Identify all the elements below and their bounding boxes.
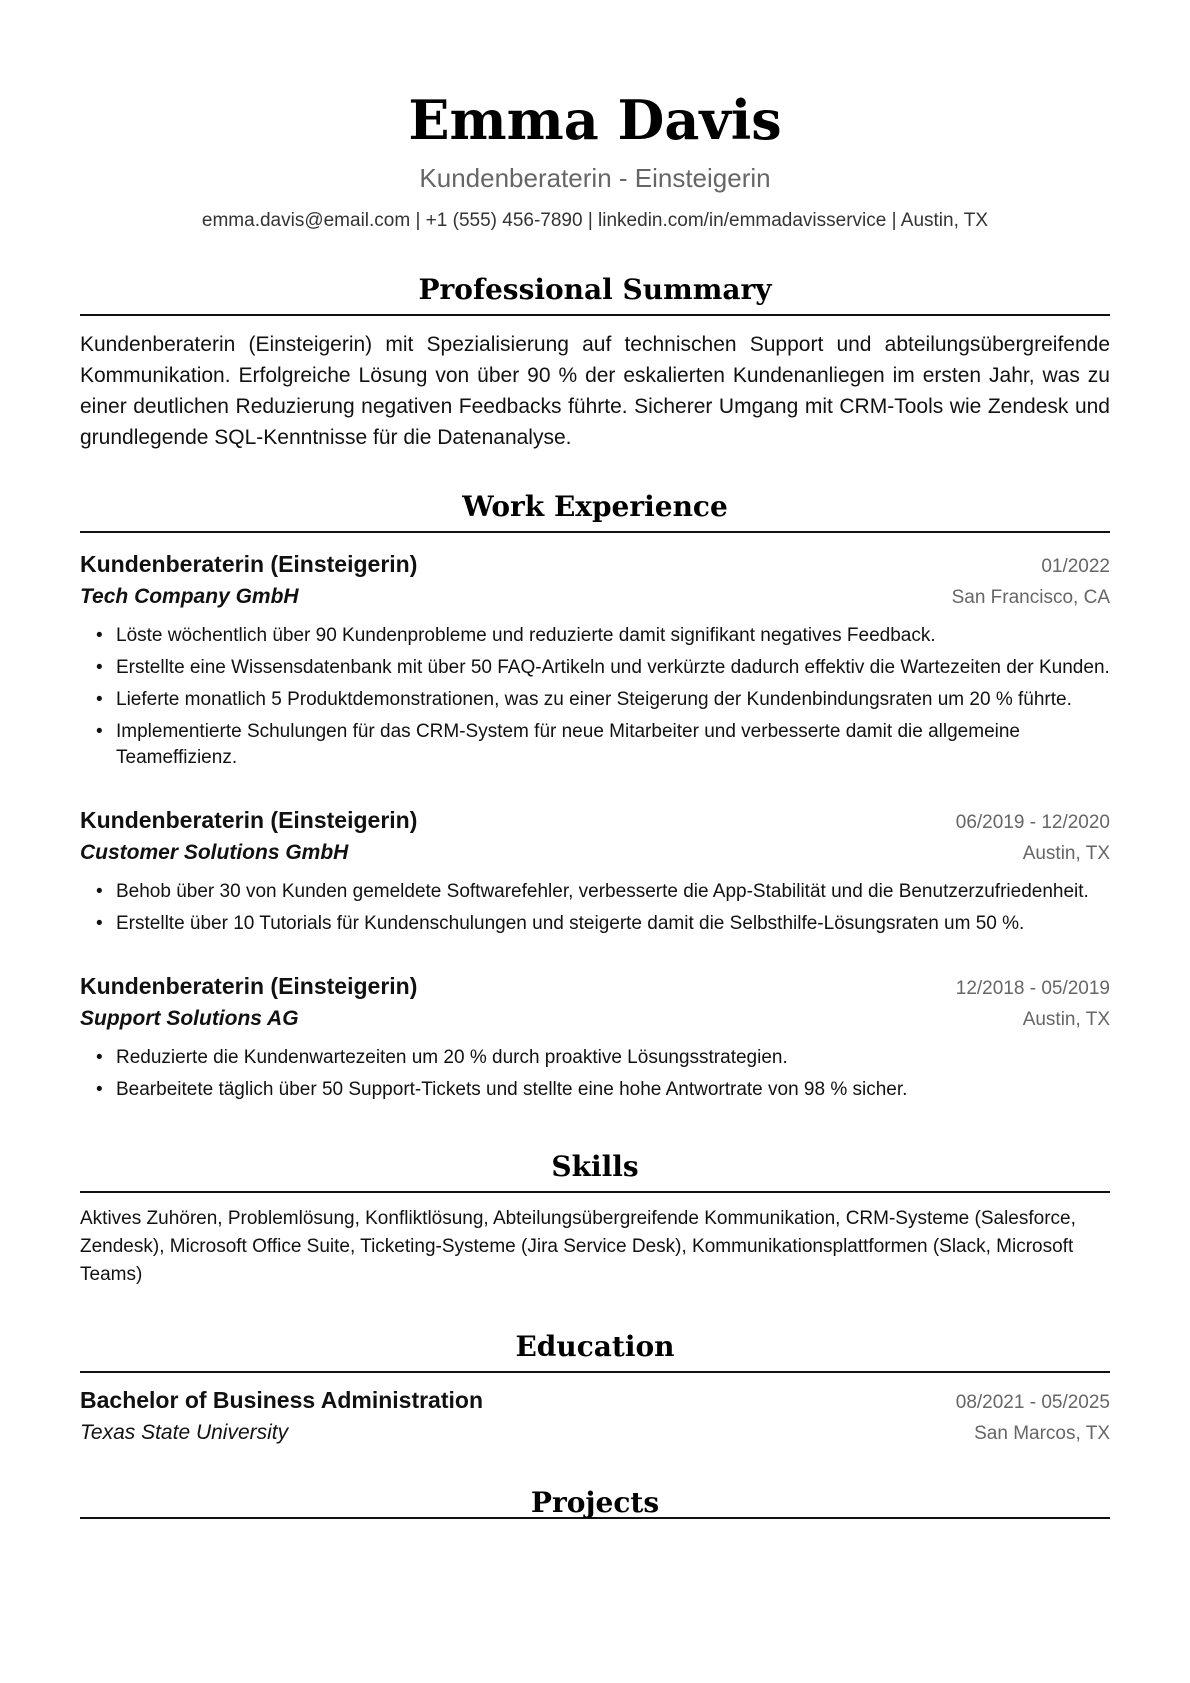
resume-header [80, 0, 1110, 234]
experience-divider [80, 531, 1110, 533]
job-bullet: • Erstellte über 10 Tutorials für Kundenschulungen und steigerte damit die Selbsthilfe-Lösungsraten um 50 %. [116, 911, 1110, 937]
job-entry [80, 971, 1110, 1103]
job-bullets [80, 623, 1110, 771]
job-entry [80, 805, 1110, 937]
job-bullet: • Behob über 30 von Kunden gemeldete Softwarefehler, verbesserte die App-Stabilität und die Benutzerzufriedenheit. [116, 879, 1110, 905]
candidate-name: Emma Davis [408, 88, 782, 152]
skills-section [80, 1149, 1110, 1289]
education-entry [80, 1385, 1110, 1449]
skills-heading: Skills [551, 1150, 639, 1183]
summary-section [80, 272, 1110, 453]
education-date: 08/2021 - 05/2025 [955, 1392, 1110, 1413]
job-location: San Francisco, CA [951, 587, 1110, 608]
projects-section [80, 1485, 1110, 1519]
job-entry [80, 549, 1110, 771]
job-date: 12/2018 - 05/2019 [955, 978, 1110, 999]
contact-line: emma.davis@email.com | +1 (555) 456-7890 | linkedin.com/in/emmadavisservice | Austin, TX [201, 210, 989, 231]
job-location: Austin, TX [1022, 843, 1110, 864]
job-bullet: • Reduzierte die Kundenwartezeiten um 20 % durch proaktive Lösungsstrategien. [116, 1045, 1110, 1071]
education-section [80, 1329, 1110, 1449]
job-company: Tech Company GmbH [80, 585, 299, 608]
education-divider [80, 1371, 1110, 1373]
job-bullet: • Implementierte Schulungen für das CRM-System für neue Mitarbeiter und verbesserte damit die allgemeine Teameffizienz. [116, 719, 1110, 771]
job-role: Kundenberaterin (Einsteigerin) [80, 551, 418, 577]
education-degree: Bachelor of Business Administration [80, 1387, 483, 1413]
education-school: Texas State University [80, 1421, 289, 1444]
summary-divider [80, 314, 1110, 316]
resume-page [80, 0, 1110, 1519]
job-role: Kundenberaterin (Einsteigerin) [80, 973, 418, 999]
job-location: Austin, TX [1022, 1009, 1110, 1030]
job-bullet: • Lieferte monatlich 5 Produktdemonstrationen, was zu einer Steigerung der Kundenbindungsraten um 20 % führte. [116, 687, 1110, 713]
job-company: Support Solutions AG [80, 1007, 299, 1030]
summary-heading: Professional Summary [418, 273, 772, 306]
job-bullet: • Bearbeitete täglich über 50 Support-Tickets und stellte eine hohe Antwortrate von 98 % sicher. [116, 1077, 1110, 1103]
summary-text: Kundenberaterin (Einsteigerin) mit Spezialisierung auf technischen Support und abteilungsübergreifende Kommunikation. Erfolgreiche Lösung von über 90 % der eskalierten Kundenanliegen im ersten Jahr, was zu einer deutlichen Reduzierung negativen Feedbacks führte. Sicherer Umgang mit CRM-Tools wie Zendesk und grundlegende SQL-Kenntnisse für die Datenanalyse. [80, 333, 1110, 449]
experience-section [80, 489, 1110, 1103]
education-location: San Marcos, TX [974, 1423, 1110, 1444]
job-date: 01/2022 [1041, 556, 1110, 577]
skills-divider [80, 1191, 1110, 1193]
experience-heading: Work Experience [462, 490, 728, 523]
job-bullet: • Erstellte eine Wissensdatenbank mit über 50 FAQ-Artikeln und verkürzte dadurch effektiv die Wartezeiten der Kunden. [116, 655, 1110, 681]
job-bullets [80, 879, 1110, 937]
job-date: 06/2019 - 12/2020 [955, 812, 1110, 833]
job-company: Customer Solutions GmbH [80, 841, 349, 864]
job-role: Kundenberaterin (Einsteigerin) [80, 807, 418, 833]
education-heading: Education [515, 1330, 675, 1363]
job-bullets [80, 1045, 1110, 1103]
skills-text: Aktives Zuhören, Problemlösung, Konfliktlösung, Abteilungsübergreifende Kommunikation, CRM-Systeme (Salesforce, Zendesk), Microsoft Office Suite, Ticketing-Systeme (Jira Service Desk), Kommunikationsplattformen (Slack, Microsoft Teams) [80, 1208, 1076, 1285]
candidate-title: Kundenberaterin - Einsteigerin [419, 163, 771, 193]
projects-heading: Projects [530, 1486, 660, 1519]
job-bullet: • Löste wöchentlich über 90 Kundenprobleme und reduzierte damit signifikant negatives Feedback. [116, 623, 1110, 649]
